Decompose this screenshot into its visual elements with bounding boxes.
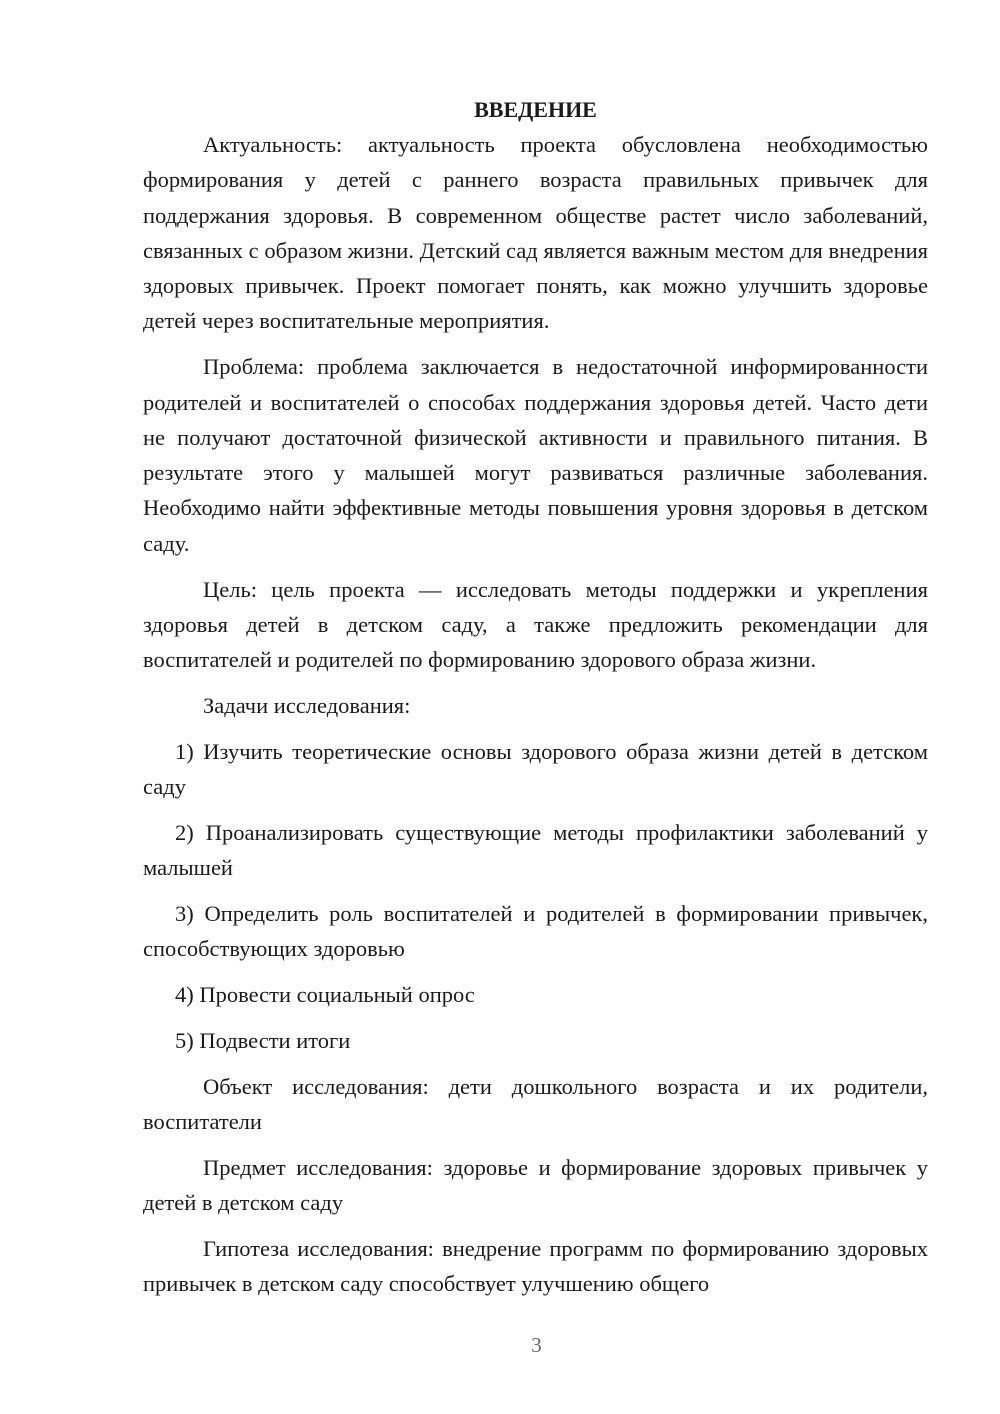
task-item-2: 2) Проанализировать существующие методы профилактики заболеваний у малышей bbox=[143, 819, 928, 881]
section-heading: ВВЕДЕНИЕ bbox=[474, 97, 597, 122]
relevance-paragraph: Актуальность: актуальность проекта обусловлена необходимостью формирования у детей с раннего возраста правильных привычек для поддержания здоровья. В современном обществе растет число заболеваний, связанных с образом жизни. Детский сад является важным местом для внедрения здоровых привычек. Проект помогает понять, как можно улучшить здоровье детей через воспитательные мероприятия. bbox=[143, 132, 928, 334]
hypothesis-paragraph: Гипотеза исследования: внедрение программ по формированию здоровых привычек в детском саду способствует улучшению общего bbox=[143, 1235, 928, 1297]
task-item-5: 5) Подвести итоги bbox=[175, 1027, 351, 1053]
task-item-3: 3) Определить роль воспитателей и родителей в формировании привычек, способствующих здоровью bbox=[143, 900, 928, 962]
object-paragraph: Объект исследования: дети дошкольного возраста и их родители, воспитатели bbox=[143, 1073, 928, 1134]
task-item-4: 4) Провести социальный опрос bbox=[175, 982, 475, 1008]
task-item-1: 1) Изучить теоретические основы здорового образа жизни детей в детском саду bbox=[143, 738, 928, 800]
goal-paragraph: Цель: цель проекта — исследовать методы поддержки и укрепления здоровья детей в детском саду, а также предложить рекомендации для воспитателей и родителей по формированию здорового образа жизни. bbox=[143, 576, 928, 673]
subject-paragraph: Предмет исследования: здоровье и формирование здоровых привычек у детей в детском саду bbox=[143, 1154, 928, 1216]
page-number: 3 bbox=[531, 1333, 542, 1357]
document-page bbox=[143, 92, 928, 1301]
problem-paragraph: Проблема: проблема заключается в недостаточной информированности родителей и воспитателей о способах поддержания здоровья детей. Часто дети не получают достаточной физической активности и правильного питания. В результате этого у малышей могут развиваться различные заболевания. Необходимо найти эффективные методы повышения уровня здоровья в детском саду. bbox=[143, 354, 928, 556]
tasks-title: Задачи исследования: bbox=[203, 692, 411, 718]
